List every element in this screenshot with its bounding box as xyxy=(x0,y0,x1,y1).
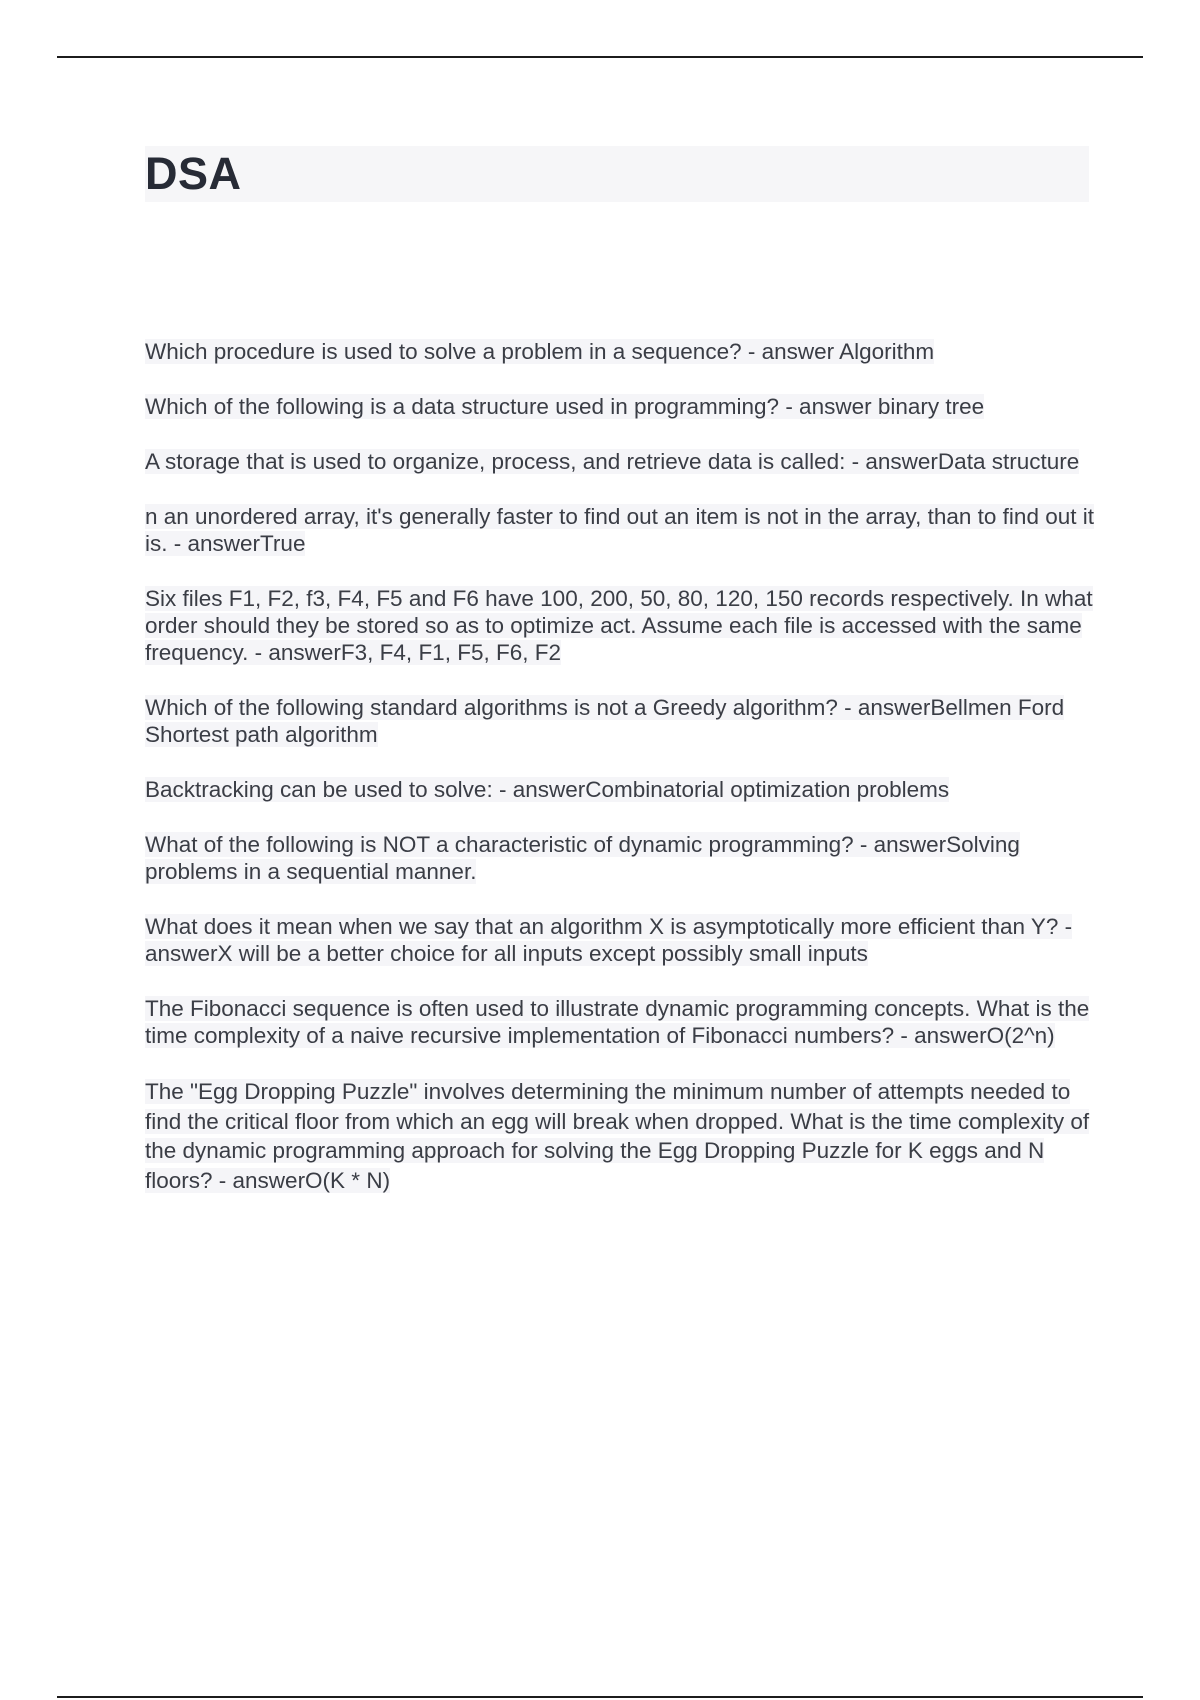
qa-item: Which of the following standard algorithms is not a Greedy algorithm? - answerBellmen Ford Shortest path algorithm xyxy=(145,695,1065,747)
qa-item: Which of the following is a data structure used in programming? - answer binary tree xyxy=(145,394,985,419)
title-block xyxy=(145,146,1089,202)
qa-item: Backtracking can be used to solve: - answerCombinatorial optimization problems xyxy=(145,777,950,802)
qa-item: The "Egg Dropping Puzzle" involves determining the minimum number of attempts needed to find the critical floor from which an egg will break when dropped. What is the time complexity of the dynamic programming approach for solving the Egg Dropping Puzzle for K eggs and N floors? - answerO(K * N) xyxy=(145,1079,1090,1193)
qa-list xyxy=(145,338,1095,1223)
qa-item: Which procedure is used to solve a problem in a sequence? - answer Algorithm xyxy=(145,339,935,364)
bottom-rule xyxy=(57,1696,1143,1698)
qa-item: n an unordered array, it's generally faster to find out an item is not in the array, than to find out it is. - answerTrue xyxy=(145,504,1094,556)
page-title: DSA xyxy=(145,148,242,199)
qa-item: A storage that is used to organize, process, and retrieve data is called: - answerData structure xyxy=(145,449,1080,474)
qa-item: What does it mean when we say that an algorithm X is asymptotically more efficient than Y? - answerX will be a better choice for all inputs except possibly small inputs xyxy=(145,914,1073,966)
qa-item: Six files F1, F2, f3, F4, F5 and F6 have 100, 200, 50, 80, 120, 150 records respectively. In what order should they be stored so as to optimize act. Assume each file is accessed with the same frequency. - answerF3, F4, F1, F5, F6, F2 xyxy=(145,586,1093,665)
qa-item: The Fibonacci sequence is often used to illustrate dynamic programming concepts. What is the time complexity of a naive recursive implementation of Fibonacci numbers? - answerO(2^n) xyxy=(145,996,1090,1048)
qa-item: What of the following is NOT a characteristic of dynamic programming? - answerSolving problems in a sequential manner. xyxy=(145,832,1020,884)
top-rule xyxy=(57,56,1143,58)
